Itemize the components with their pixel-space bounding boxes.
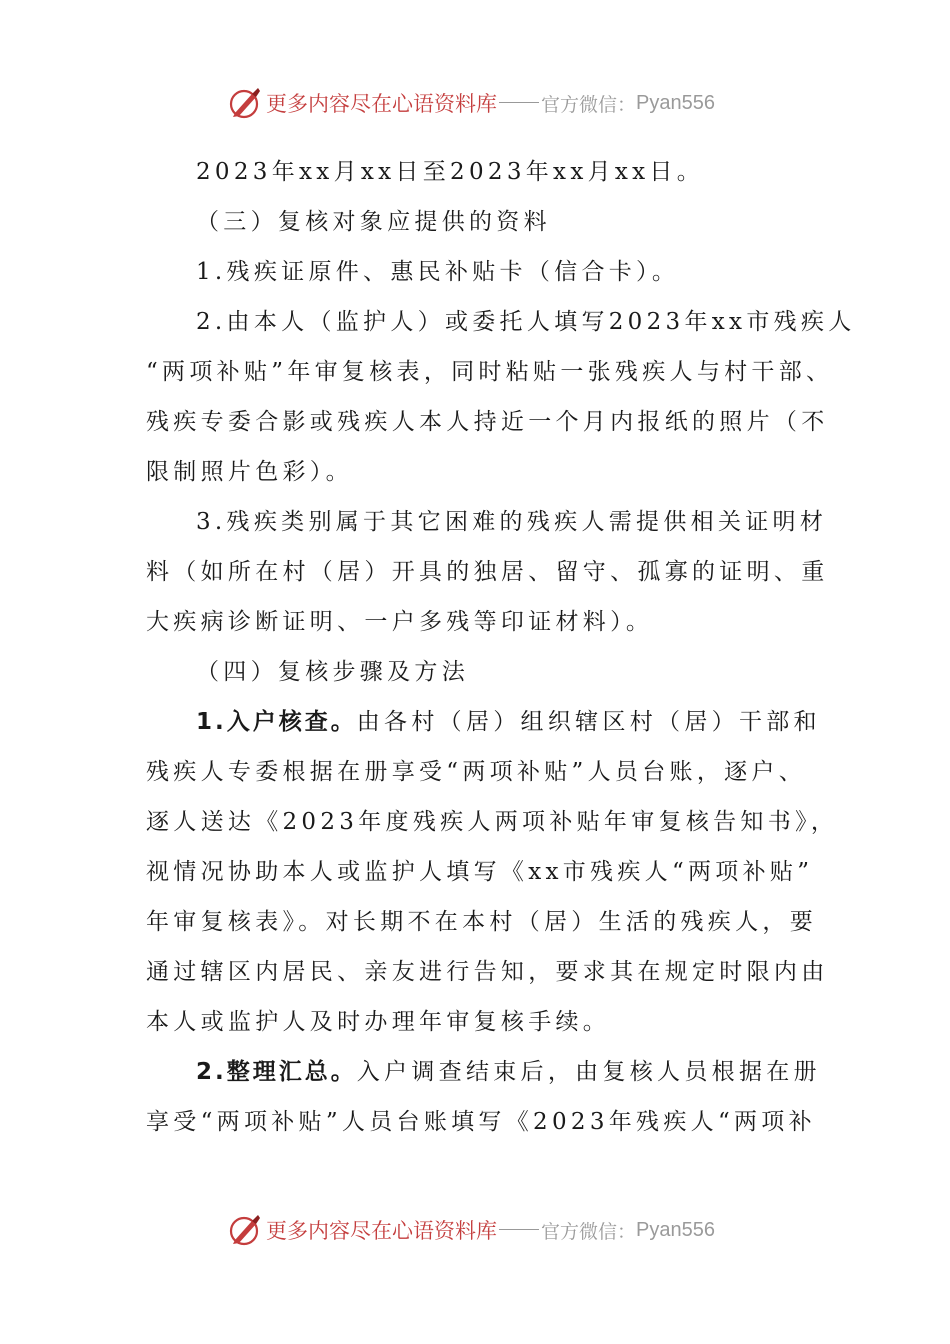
paragraph-line: 2023年xx月xx日至2023年xx月xx日。 — [196, 159, 705, 185]
step1-text: 由各村（居）组织辖区村（居）干部和 — [356, 709, 821, 735]
footer-watermark — [228, 1210, 748, 1250]
watermark-dash — [499, 102, 539, 103]
section-heading-four: （四）复核步骤及方法 — [196, 659, 469, 685]
paragraph-line: “两项补贴”年审复核表，同时粘贴一张残疾人与村干部、 — [146, 359, 834, 385]
paragraph-line — [146, 1047, 821, 1097]
watermark-dash — [499, 1229, 539, 1230]
paragraph-line: 通过辖区内居民、亲友进行告知，要求其在规定时限内由 — [146, 959, 829, 985]
watermark-wechat-id: Pyan556 — [636, 91, 715, 114]
paragraph-line: 1.残疾证原件、惠民补贴卡（信合卡）。 — [196, 259, 680, 285]
paragraph-line: 逐人送达《2023年度残疾人两项补贴年审复核告知书》， — [146, 809, 839, 835]
watermark-brand: 更多内容尽在心语资料库 — [266, 1219, 497, 1243]
paragraph-line: 本人或监护人及时办理年审复核手续。 — [146, 1009, 611, 1035]
document-body — [146, 147, 856, 1147]
pen-logo-icon — [228, 86, 262, 120]
watermark-label: 官方微信： — [541, 1220, 637, 1243]
watermark-brand: 更多内容尽在心语资料库 — [266, 92, 497, 116]
paragraph-line: 大疾病诊断证明、一户多残等印证材料）。 — [146, 609, 654, 635]
paragraph-line — [146, 697, 821, 747]
watermark-label: 官方微信： — [541, 93, 637, 116]
paragraph-line: 残疾专委合影或残疾人本人持近一个月内报纸的照片（不 — [146, 409, 829, 435]
paragraph-line: 视情况协助本人或监护人填写《xx市残疾人“两项补贴” — [146, 859, 814, 885]
paragraph-line: 料（如所在村（居）开具的独居、留守、孤寡的证明、重 — [146, 559, 829, 585]
paragraph-line: 3.残疾类别属于其它困难的残疾人需提供相关证明材 — [196, 509, 828, 535]
step2-text: 入户调查结束后，由复核人员根据在册 — [356, 1059, 821, 1085]
paragraph-line: 限制照片色彩）。 — [146, 459, 353, 485]
pen-logo-icon — [228, 1213, 262, 1247]
paragraph-line: 年审复核表》。对长期不在本村（居）生活的残疾人，要 — [146, 909, 817, 935]
header-watermark — [228, 83, 748, 123]
step2-lead: 2.整理汇总。 — [196, 1059, 357, 1085]
step1-lead: 1.入户核查。 — [196, 709, 357, 735]
paragraph-line: 2.由本人（监护人）或委托人填写2023年xx市残疾人 — [196, 309, 856, 335]
watermark-wechat-id: Pyan556 — [636, 1218, 715, 1241]
paragraph-line: 享受“两项补贴”人员台账填写《2023年残疾人“两项补 — [146, 1109, 816, 1135]
section-heading-three: （三）复核对象应提供的资料 — [196, 209, 551, 235]
paragraph-line: 残疾人专委根据在册享受“两项补贴”人员台账，逐户、 — [146, 759, 807, 785]
